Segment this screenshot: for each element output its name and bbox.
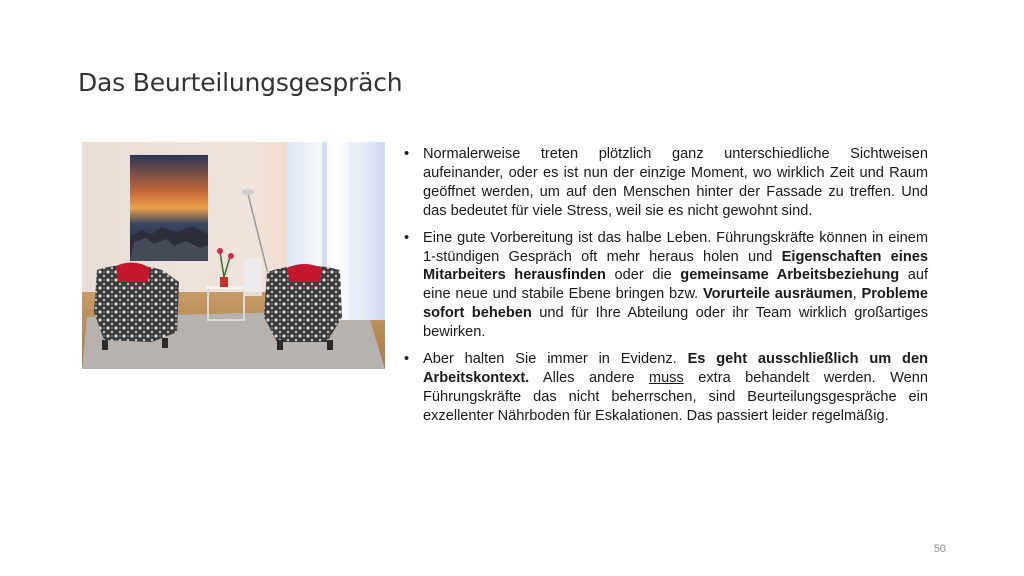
bullet-item — [404, 229, 928, 342]
bullet-text: , — [852, 286, 862, 303]
bullet-text: Aber halten Sie immer in Evidenz. — [423, 351, 688, 368]
bullet-text: auf eine neue und stabile Ebene bringen bzw. — [423, 267, 928, 303]
bullet-text: und für Ihre Abteilung oder ihr Team wirklich großartiges bewirken. — [423, 305, 929, 341]
bullet-text: extra behandelt werden. Wenn Führungskräfte das nicht beherrschen, sind Beurteilungsgespräche ein exzellenter Nährboden für Eskalationen. Das passiert leider regelmäßig. — [423, 369, 928, 424]
bullet-item — [404, 145, 928, 221]
slide-title: Das Beurteilungsgespräch — [78, 68, 403, 97]
bullet-bold-text: Vorurteile ausräumen — [703, 286, 853, 303]
bullet-bold-text: Probleme sofort beheben — [423, 286, 929, 322]
room-photo — [82, 142, 385, 369]
bullet-text: Alles andere — [529, 369, 649, 386]
bullet-bold-text: Eigenschaften eines Mitarbeiters herausfinden — [423, 248, 929, 284]
bullet-text: Eine gute Vorbereitung ist das halbe Leben. Führungskräfte können in einem 1-stündigen Gespräch oft mehr heraus holen und — [423, 229, 928, 265]
bullet-text: oder die — [605, 267, 681, 284]
bullet-list — [404, 145, 928, 434]
bullet-bold-text: Es geht ausschließlich um den Arbeitskontext. — [423, 351, 928, 386]
bullet-underlined-text: muss — [648, 369, 684, 386]
page-number: 50 — [933, 543, 946, 555]
bullet-text: Normalerweise treten plötzlich ganz unterschiedliche Sichtweisen aufeinander, oder es ist nun der einzige Moment, wo wirklich Zeit und Raum geöffnet werden, um auf den Menschen hinter der Fassade zu treffen. Und das bedeutet für viele Stress, weil sie es nicht gewohnt sind. — [423, 146, 928, 219]
bullet-bold-text: gemeinsame Arbeitsbeziehung — [680, 267, 900, 284]
bullet-item — [404, 350, 928, 426]
